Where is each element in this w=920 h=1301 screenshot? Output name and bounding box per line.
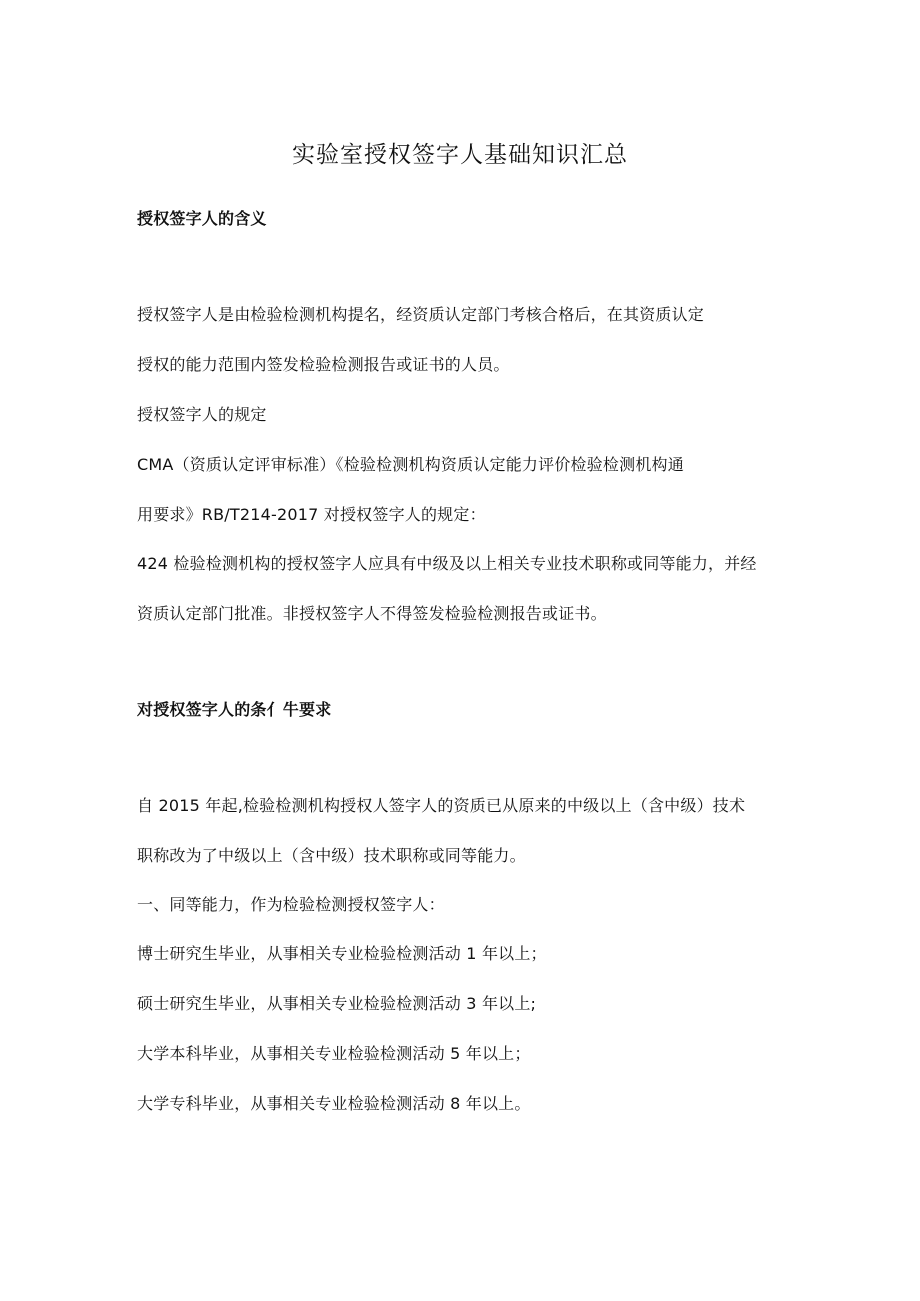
paragraph-line: 424 检验检测机构的授权签字人应具有中级及以上相关专业技术职称或同等能力，并经	[137, 554, 757, 573]
list-item: 大学本科毕业，从事相关专业检验检测活动 5 年以上；	[137, 1044, 531, 1063]
paragraph-line: 授权签字人是由检验检测机构提名，经资质认定部门考核合格后，在其资质认定	[137, 305, 705, 324]
list-item: 大学专科毕业，从事相关专业检验检测活动 8 年以上。	[137, 1094, 531, 1113]
paragraph-line: CMA（资质认定评审标准）《检验检测机构资质认定能力评价检验检测机构通	[137, 455, 684, 474]
subheading-regulation: 授权签字人的规定	[137, 405, 267, 424]
section-heading-meaning: 授权签字人的含义	[137, 209, 267, 228]
paragraph-line: 用要求》RB/T214-2017 对授权签字人的规定：	[137, 505, 486, 524]
section-heading-requirements: 对授权签字人的条亻牛要求	[137, 700, 332, 719]
paragraph-line: 授权的能力范围内签发检验检测报告或证书的人员。	[137, 355, 510, 374]
paragraph-line: 资质认定部门批准。非授权签字人不得签发检验检测报告或证书。	[137, 604, 607, 623]
list-item: 博士研究生毕业，从事相关专业检验检测活动 1 年以上；	[137, 944, 547, 963]
paragraph-line: 职称改为了中级以上（含中级）技术职称或同等能力。	[137, 846, 526, 865]
list-intro: 一、同等能力，作为检验检测授权签字人：	[137, 895, 445, 914]
paragraph-line: 自 2015 年起,检验检测机构授权人签字人的资质已从原来的中级以上（含中级）技术	[137, 796, 746, 815]
page-title: 实验室授权签字人基础知识汇总	[292, 142, 628, 168]
list-item: 硕士研究生毕业，从事相关专业检验检测活动 3 年以上;	[137, 994, 537, 1013]
